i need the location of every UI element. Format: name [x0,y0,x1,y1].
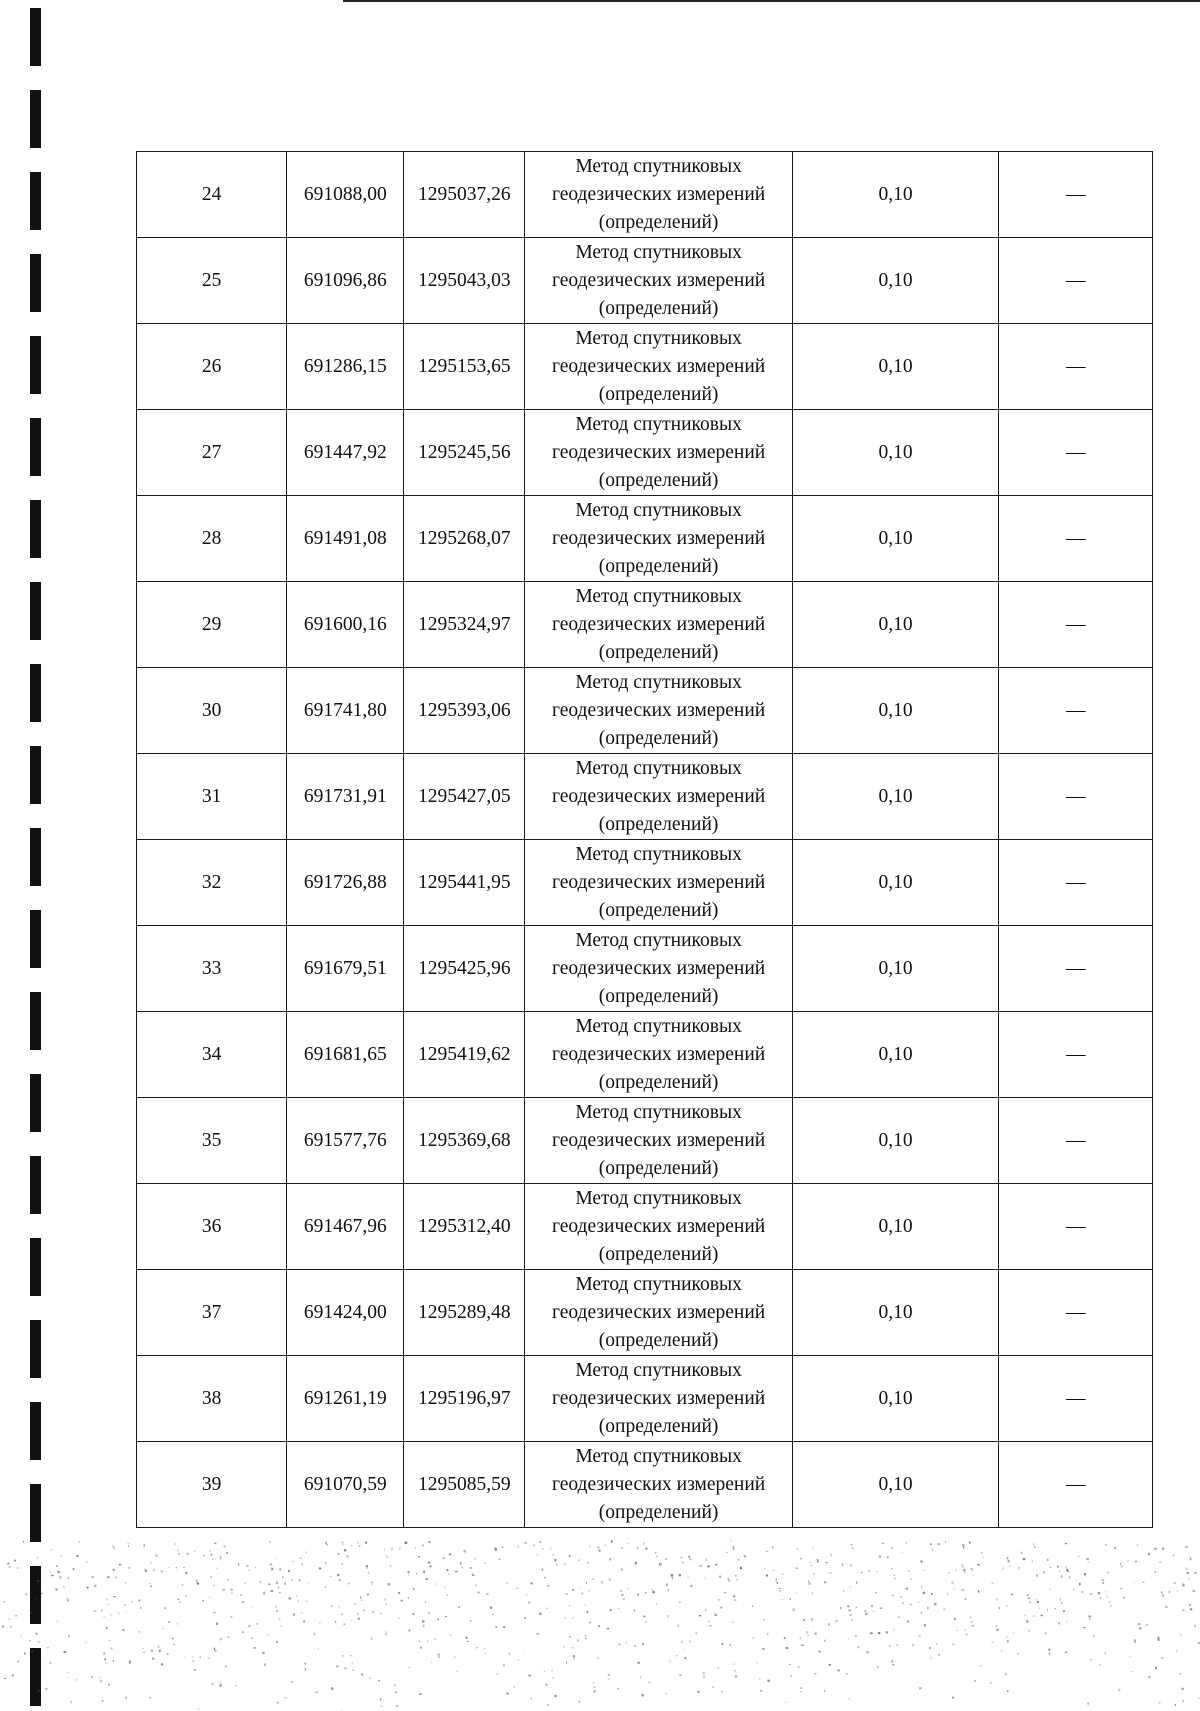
precision-cell: 0,10 [792,926,999,1012]
coord-y-cell: 1295245,56 [404,410,525,496]
description-cell: — [999,926,1153,1012]
precision-cell: 0,10 [792,1098,999,1184]
precision-cell: 0,10 [792,496,999,582]
binding-mark [30,1402,41,1460]
method-cell: Метод спутниковых геодезических измерений (определений) [525,754,792,840]
point-number-cell: 25 [137,238,287,324]
coord-x-cell: 691577,76 [287,1098,404,1184]
table-row [137,926,1153,1012]
point-number-cell: 28 [137,496,287,582]
coord-y-cell: 1295393,06 [404,668,525,754]
coord-y-cell: 1295043,03 [404,238,525,324]
method-cell: Метод спутниковых геодезических измерений (определений) [525,324,792,410]
coord-x-cell: 691261,19 [287,1356,404,1442]
description-cell: — [999,1012,1153,1098]
method-cell: Метод спутниковых геодезических измерений (определений) [525,496,792,582]
table-row [137,754,1153,840]
coord-y-cell: 1295324,97 [404,582,525,668]
method-cell: Метод спутниковых геодезических измерений (определений) [525,668,792,754]
point-number-cell: 27 [137,410,287,496]
table-row [137,1012,1153,1098]
coord-y-cell: 1295419,62 [404,1012,525,1098]
binding-marks [28,0,44,1711]
table-row [137,152,1153,238]
coord-x-cell: 691731,91 [287,754,404,840]
point-number-cell: 24 [137,152,287,238]
binding-mark [30,992,41,1050]
coord-y-cell: 1295085,59 [404,1442,525,1528]
point-number-cell: 37 [137,1270,287,1356]
point-number-cell: 31 [137,754,287,840]
method-cell: Метод спутниковых геодезических измерений (определений) [525,582,792,668]
point-number-cell: 34 [137,1012,287,1098]
coord-y-cell: 1295312,40 [404,1184,525,1270]
coord-x-cell: 691726,88 [287,840,404,926]
precision-cell: 0,10 [792,1356,999,1442]
table-row [137,238,1153,324]
coord-x-cell: 691679,51 [287,926,404,1012]
table-row [137,582,1153,668]
coord-y-cell: 1295037,26 [404,152,525,238]
binding-mark [30,1320,41,1378]
coord-y-cell: 1295153,65 [404,324,525,410]
table-row [137,668,1153,754]
precision-cell: 0,10 [792,668,999,754]
table-row [137,496,1153,582]
binding-mark [30,746,41,804]
binding-mark [30,8,41,66]
precision-cell: 0,10 [792,152,999,238]
method-cell: Метод спутниковых геодезических измерений (определений) [525,840,792,926]
table-row [137,1184,1153,1270]
point-number-cell: 32 [137,840,287,926]
coord-y-cell: 1295427,05 [404,754,525,840]
coord-x-cell: 691070,59 [287,1442,404,1528]
description-cell: — [999,152,1153,238]
point-number-cell: 35 [137,1098,287,1184]
table-row [137,410,1153,496]
binding-mark [30,1238,41,1296]
precision-cell: 0,10 [792,324,999,410]
description-cell: — [999,754,1153,840]
binding-mark [30,1484,41,1542]
table-row [137,1442,1153,1528]
coord-y-cell: 1295196,97 [404,1356,525,1442]
coord-x-cell: 691096,86 [287,238,404,324]
point-number-cell: 36 [137,1184,287,1270]
point-number-cell: 29 [137,582,287,668]
coord-y-cell: 1295289,48 [404,1270,525,1356]
method-cell: Метод спутниковых геодезических измерений (определений) [525,926,792,1012]
scan-noise [0,1540,1200,1711]
point-number-cell: 39 [137,1442,287,1528]
method-cell: Метод спутниковых геодезических измерений (определений) [525,1098,792,1184]
description-cell: — [999,840,1153,926]
point-number-cell: 30 [137,668,287,754]
coord-y-cell: 1295441,95 [404,840,525,926]
binding-mark [30,172,41,230]
method-cell: Метод спутниковых геодезических измерений (определений) [525,1270,792,1356]
method-cell: Метод спутниковых геодезических измерений (определений) [525,152,792,238]
binding-mark [30,664,41,722]
description-cell: — [999,238,1153,324]
binding-mark [30,418,41,476]
binding-mark [30,336,41,394]
description-cell: — [999,1184,1153,1270]
description-cell: — [999,410,1153,496]
coord-x-cell: 691681,65 [287,1012,404,1098]
description-cell: — [999,668,1153,754]
coord-x-cell: 691447,92 [287,410,404,496]
method-cell: Метод спутниковых геодезических измерений (определений) [525,1184,792,1270]
coord-y-cell: 1295425,96 [404,926,525,1012]
binding-mark [30,254,41,312]
precision-cell: 0,10 [792,238,999,324]
method-cell: Метод спутниковых геодезических измерений (определений) [525,410,792,496]
binding-mark [30,1074,41,1132]
point-number-cell: 38 [137,1356,287,1442]
precision-cell: 0,10 [792,1442,999,1528]
description-cell: — [999,1442,1153,1528]
precision-cell: 0,10 [792,582,999,668]
method-cell: Метод спутниковых геодезических измерений (определений) [525,238,792,324]
coord-x-cell: 691741,80 [287,668,404,754]
table-row [137,840,1153,926]
precision-cell: 0,10 [792,840,999,926]
table-row [137,1098,1153,1184]
precision-cell: 0,10 [792,754,999,840]
binding-mark [30,828,41,886]
table-row [137,324,1153,410]
description-cell: — [999,582,1153,668]
binding-mark [30,582,41,640]
description-cell: — [999,1270,1153,1356]
coord-y-cell: 1295369,68 [404,1098,525,1184]
coord-x-cell: 691600,16 [287,582,404,668]
binding-mark [30,500,41,558]
precision-cell: 0,10 [792,1012,999,1098]
binding-mark [30,1156,41,1214]
description-cell: — [999,324,1153,410]
binding-mark [30,90,41,148]
coordinates-table-body [137,152,1153,1528]
table-row [137,1270,1153,1356]
precision-cell: 0,10 [792,1184,999,1270]
method-cell: Метод спутниковых геодезических измерений (определений) [525,1356,792,1442]
coord-x-cell: 691286,15 [287,324,404,410]
method-cell: Метод спутниковых геодезических измерений (определений) [525,1012,792,1098]
precision-cell: 0,10 [792,1270,999,1356]
coord-x-cell: 691088,00 [287,152,404,238]
coord-x-cell: 691491,08 [287,496,404,582]
method-cell: Метод спутниковых геодезических измерений (определений) [525,1442,792,1528]
coord-x-cell: 691467,96 [287,1184,404,1270]
binding-mark [30,910,41,968]
coord-x-cell: 691424,00 [287,1270,404,1356]
description-cell: — [999,1356,1153,1442]
coord-y-cell: 1295268,07 [404,496,525,582]
coordinates-table [136,151,1153,1528]
precision-cell: 0,10 [792,410,999,496]
description-cell: — [999,1098,1153,1184]
description-cell: — [999,496,1153,582]
table-row [137,1356,1153,1442]
top-edge-rule [343,0,1200,2]
point-number-cell: 33 [137,926,287,1012]
point-number-cell: 26 [137,324,287,410]
